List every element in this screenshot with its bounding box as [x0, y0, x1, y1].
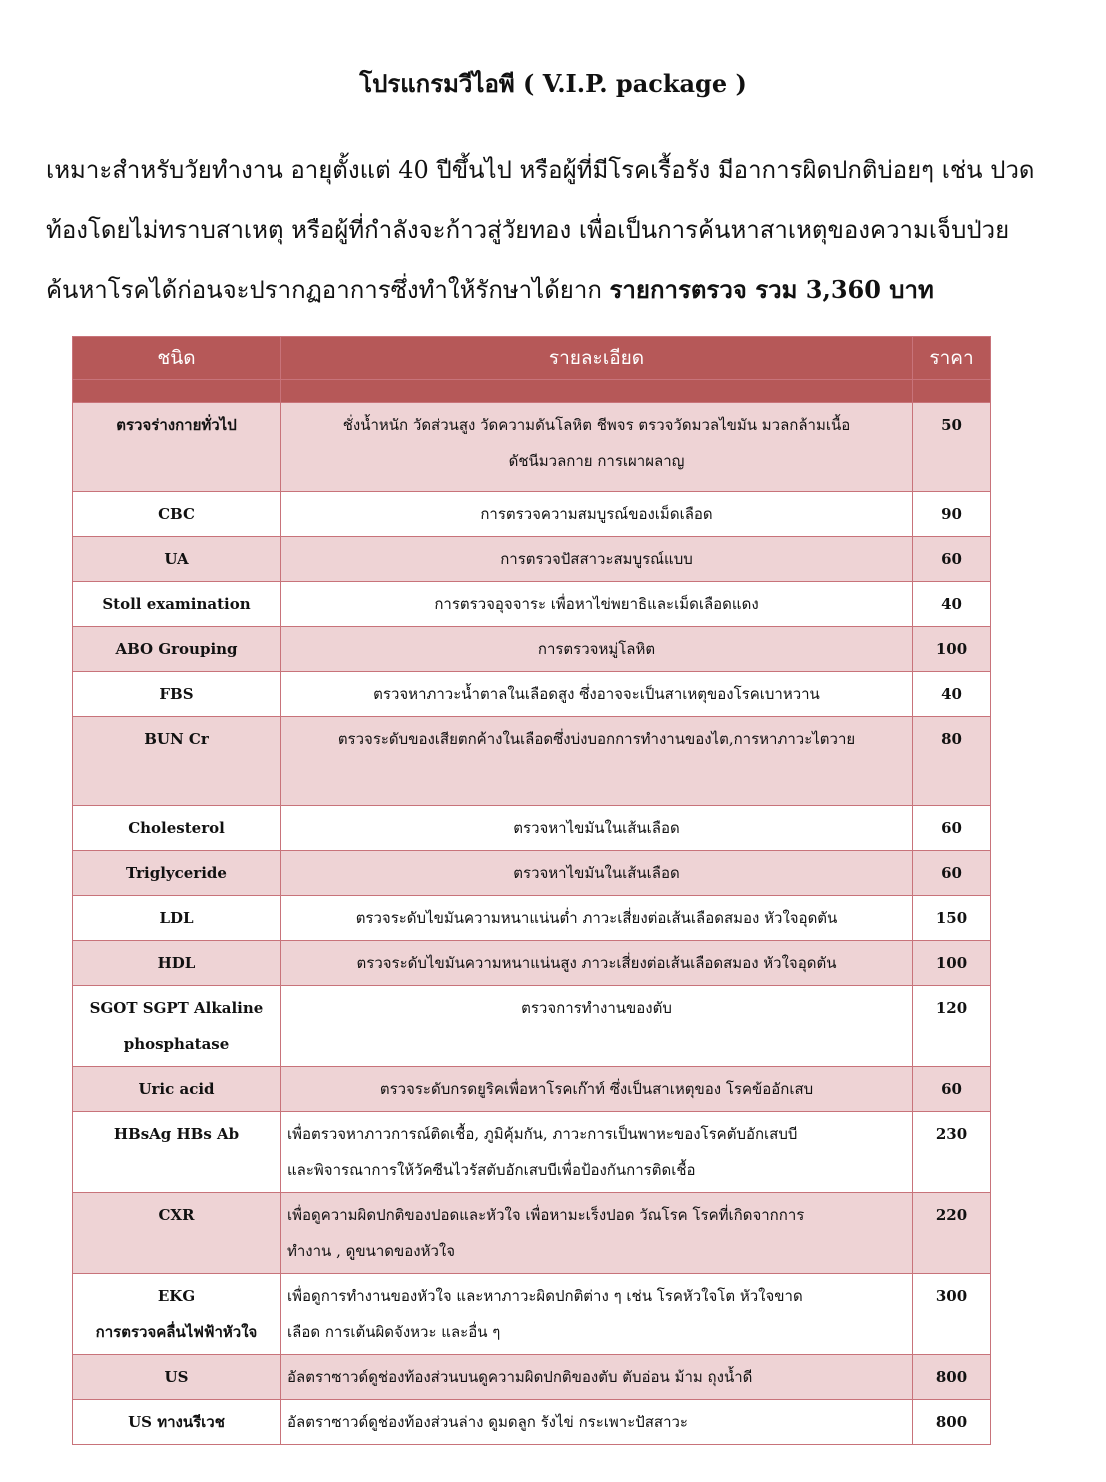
header-price: ราคา	[913, 337, 991, 380]
cell-type-text: Uric acid	[138, 1080, 215, 1098]
cell-type-text: Triglyceride	[126, 864, 227, 882]
table-row	[73, 896, 991, 941]
cell-detail-text: เพื่อดูการทำงานของหัวใจ และหาภาวะผิดปกติต่าง ๆ เช่น โรคหัวใจโต หัวใจขาด	[287, 1287, 803, 1305]
cell-detail	[281, 403, 913, 492]
cell-detail-text: ตรวจระดับไขมันความหนาแน่นต่ำ ภาวะเสี่ยงต่อเส้นเลือดสมอง หัวใจอุดตัน	[355, 909, 838, 927]
table-row	[73, 717, 991, 806]
cell-detail-text-line2: ดัชนีมวลกาย การเผาผลาญ	[508, 452, 685, 470]
cell-price: 800	[913, 1355, 991, 1400]
table-row	[73, 403, 991, 492]
cell-type	[73, 896, 281, 941]
cell-type-text: CXR	[158, 1206, 195, 1224]
cell-type-text: ตรวจร่างกายทั่วไป	[116, 416, 237, 434]
table-row	[73, 1067, 991, 1112]
cell-type-text: FBS	[159, 685, 194, 703]
cell-price: 120	[913, 986, 991, 1067]
table-row	[73, 672, 991, 717]
cell-detail	[281, 1193, 913, 1274]
cell-type-text: CBC	[158, 505, 195, 523]
cell-type-text: US	[164, 1368, 189, 1386]
table-row	[73, 851, 991, 896]
cell-detail	[281, 672, 913, 717]
cell-type-text: SGOT SGPT Alkaline	[89, 999, 264, 1017]
cell-type	[73, 1193, 281, 1274]
cell-type	[73, 1112, 281, 1193]
cell-detail-text-line2: เลือด การเต้นผิดจังหวะ และอื่น ๆ	[287, 1323, 501, 1341]
header-spacer-cell	[913, 380, 991, 403]
table-row	[73, 986, 991, 1067]
cell-type-text: UA	[164, 550, 189, 568]
cell-detail-text: ตรวจหาภาวะน้ำตาลในเลือดสูง ซึ่งอาจจะเป็นสาเหตุของโรคเบาหวาน	[373, 685, 820, 703]
cell-detail	[281, 1274, 913, 1355]
cell-detail	[281, 806, 913, 851]
cell-detail	[281, 986, 913, 1067]
cell-price: 90	[913, 492, 991, 537]
cell-detail	[281, 1355, 913, 1400]
cell-detail-text: ตรวจระดับไขมันความหนาแน่นสูง ภาวะเสี่ยงต่อเส้นเลือดสมอง หัวใจอุดตัน	[356, 954, 837, 972]
cell-detail	[281, 1112, 913, 1193]
cell-type	[73, 403, 281, 492]
cell-type-text-line2: phosphatase	[123, 1035, 230, 1053]
cell-detail-text: การตรวจอุจจาระ เพื่อหาไข่พยาธิและเม็ดเลือดแดง	[434, 595, 759, 613]
table-row	[73, 537, 991, 582]
cell-type-text: Stoll examination	[102, 595, 251, 613]
cell-type	[73, 672, 281, 717]
total-price: รายการตรวจ รวม 3,360 บาท	[609, 275, 934, 304]
cell-price: 150	[913, 896, 991, 941]
intro-line-2: ท้องโดยไม่ทราบสาเหตุ หรือผู้ที่กำลังจะก้าวสู่วัยทอง เพื่อเป็นการค้นหาสาเหตุของความเจ็บป่วย	[46, 216, 1010, 244]
cell-price: 40	[913, 582, 991, 627]
cell-type-text: Cholesterol	[128, 819, 225, 837]
cell-detail-text: เพื่อดูความผิดปกติของปอดและหัวใจ เพื่อหามะเร็งปอด วัณโรค โรคที่เกิดจากการ	[287, 1206, 805, 1224]
intro-line-3	[46, 260, 1066, 320]
cell-detail-text: ตรวจหาไขมันในเส้นเลือด	[513, 864, 680, 882]
cell-detail-text-line2: ทำงาน , ดูขนาดของหัวใจ	[287, 1242, 456, 1260]
cell-type	[73, 1274, 281, 1355]
table-row	[73, 1274, 991, 1355]
cell-detail	[281, 717, 913, 806]
cell-price: 220	[913, 1193, 991, 1274]
cell-type-text: ABO Grouping	[115, 640, 238, 658]
cell-type	[73, 941, 281, 986]
intro-line-3-text: ค้นหาโรคได้ก่อนจะปรากฏอาการซึ่งทำให้รักษาได้ยาก	[46, 276, 610, 304]
cell-type-text: HDL	[157, 954, 196, 972]
cell-price: 800	[913, 1400, 991, 1445]
cell-detail-text: การตรวจปัสสาวะสมบูรณ์แบบ	[500, 550, 693, 568]
cell-price: 80	[913, 717, 991, 806]
cell-detail	[281, 851, 913, 896]
cell-price: 60	[913, 851, 991, 896]
intro-line-1: เหมาะสำหรับวัยทำงาน อายุตั้งแต่ 40 ปีขึ้นไป หรือผู้ที่มีโรคเรื้อรัง มีอาการผิดปกติบ่อยๆ เช่น ปวด	[46, 156, 1035, 184]
cell-detail-text: เพื่อตรวจหาภาวการณ์ติดเชื้อ, ภูมิคุ้มกัน, ภาวะการเป็นพาหะของโรคตับอักเสบบี	[287, 1125, 798, 1143]
cell-type	[73, 717, 281, 806]
cell-type-text: BUN Cr	[144, 730, 209, 748]
table-body	[73, 403, 991, 1445]
cell-detail	[281, 1400, 913, 1445]
page-title: โปรแกรมวีไอพี ( V.I.P. package )	[359, 69, 747, 98]
cell-detail	[281, 492, 913, 537]
table-row	[73, 941, 991, 986]
header-type: ชนิด	[73, 337, 281, 380]
table-row	[73, 627, 991, 672]
cell-detail-text: อัลตราซาวด์ดูช่องท้องส่วนบนดูความผิดปกติของตับ ตับอ่อน ม้าม ถุงน้ำดี	[287, 1368, 753, 1386]
table-row	[73, 1193, 991, 1274]
cell-type-text: EKG	[157, 1287, 196, 1305]
cell-detail-text: ชั่งน้ำหนัก วัดส่วนสูง วัดความดันโลหิต ชีพจร ตรวจวัดมวลไขมัน มวลกล้ามเนื้อ	[342, 416, 851, 434]
table-row	[73, 582, 991, 627]
cell-price: 60	[913, 1067, 991, 1112]
cell-type	[73, 492, 281, 537]
cell-detail	[281, 582, 913, 627]
table-row	[73, 1400, 991, 1445]
cell-detail-text: ตรวจระดับของเสียตกค้างในเลือดซึ่งบ่งบอกการทำงานของไต,การหาภาวะไตวาย	[337, 730, 856, 748]
cell-type	[73, 1067, 281, 1112]
cell-type	[73, 851, 281, 896]
cell-detail	[281, 896, 913, 941]
table-row	[73, 806, 991, 851]
cell-price: 40	[913, 672, 991, 717]
cell-detail-text: ตรวจการทำงานของตับ	[521, 999, 672, 1017]
cell-price: 100	[913, 941, 991, 986]
cell-detail-text: การตรวจความสมบูรณ์ของเม็ดเลือด	[480, 505, 713, 523]
cell-type-text: HBsAg HBs Ab	[113, 1125, 240, 1143]
cell-price: 230	[913, 1112, 991, 1193]
table-header-spacer	[73, 380, 991, 403]
table-header-row	[73, 337, 991, 380]
header-spacer-cell	[73, 380, 281, 403]
cell-type	[73, 537, 281, 582]
cell-detail-text: ตรวจระดับกรดยูริคเพื่อหาโรคเก๊าท์ ซึ่งเป็นสาเหตุของ โรคข้ออักเสบ	[379, 1080, 814, 1098]
checkup-table	[72, 336, 991, 1445]
cell-detail-text-line2: และพิจารณาการให้วัคซีนไวรัสตับอักเสบบีเพื่อป้องกันการติดเชื้อ	[287, 1161, 696, 1179]
cell-type-text: LDL	[159, 909, 194, 927]
cell-detail-text: การตรวจหมู่โลหิต	[537, 640, 656, 658]
cell-detail-text: อัลตราซาวด์ดูช่องท้องส่วนล่าง ดูมดลูก รังไข่ กระเพาะปัสสาวะ	[287, 1413, 688, 1431]
cell-detail	[281, 941, 913, 986]
table-row	[73, 1355, 991, 1400]
cell-detail-text: ตรวจหาไขมันในเส้นเลือด	[513, 819, 680, 837]
cell-type	[73, 986, 281, 1067]
intro-paragraph	[46, 140, 1066, 320]
cell-detail	[281, 537, 913, 582]
cell-type	[73, 1355, 281, 1400]
table-row	[73, 492, 991, 537]
table-row	[73, 1112, 991, 1193]
cell-price: 50	[913, 403, 991, 492]
cell-type	[73, 1400, 281, 1445]
cell-price: 60	[913, 537, 991, 582]
cell-price: 300	[913, 1274, 991, 1355]
header-detail: รายละเอียด	[281, 337, 913, 380]
cell-type	[73, 627, 281, 672]
cell-type-text: US ทางนรีเวช	[128, 1413, 225, 1431]
cell-detail	[281, 627, 913, 672]
cell-type-text-line2: การตรวจคลื่นไฟฟ้าหัวใจ	[95, 1323, 258, 1341]
header-spacer-cell	[281, 380, 913, 403]
cell-price: 100	[913, 627, 991, 672]
cell-type	[73, 806, 281, 851]
cell-price: 60	[913, 806, 991, 851]
cell-detail	[281, 1067, 913, 1112]
cell-type	[73, 582, 281, 627]
